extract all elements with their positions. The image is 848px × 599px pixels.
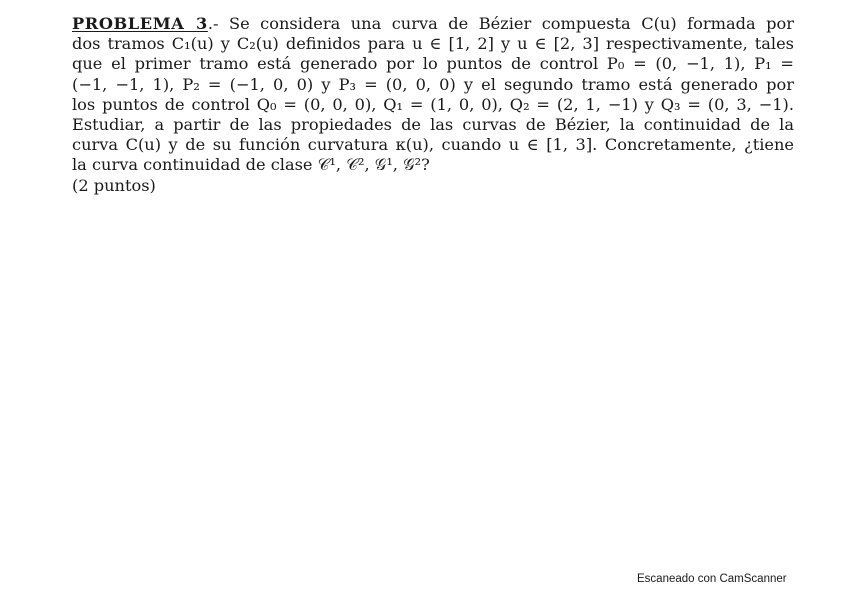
scanner-watermark: Escaneado con CamScanner [637, 573, 787, 585]
problem-line-4: (−1, −1, 1), P₂ = (−1, 0, 0) y P₃ = (0, 0, 0) y el segundo tramo está generado por [72, 74, 794, 94]
problem-line-1-text: .- Se considera una curva de Bézier compuesta C(u) formada por [207, 14, 794, 33]
problem-line-5: los puntos de control Q₀ = (0, 0, 0), Q₁ = (1, 0, 0), Q₂ = (2, 1, −1) y Q₃ = (0, 3, −1). [72, 94, 794, 114]
problem-statement [72, 14, 794, 196]
problem-line-6: Estudiar, a partir de las propiedades de las curvas de Bézier, la continuidad de la [72, 115, 794, 135]
problem-heading: PROBLEMA 3 [72, 14, 208, 33]
problem-line-8: la curva continuidad de clase 𝒞¹, 𝒞², 𝒢¹, 𝒢²? [72, 155, 430, 175]
problem-line-2: dos tramos C₁(u) y C₂(u) definidos para u ∈ [1, 2] y u ∈ [2, 3] respectivamente, tales [72, 34, 794, 54]
problem-points: (2 puntos) [72, 175, 156, 195]
problem-line-1 [72, 14, 794, 34]
problem-line-3: que el primer tramo está generado por lo puntos de control P₀ = (0, −1, 1), P₁ = [72, 54, 794, 74]
problem-line-7: curva C(u) y de su función curvatura κ(u), cuando u ∈ [1, 3]. Concretamente, ¿tiene [72, 135, 794, 155]
